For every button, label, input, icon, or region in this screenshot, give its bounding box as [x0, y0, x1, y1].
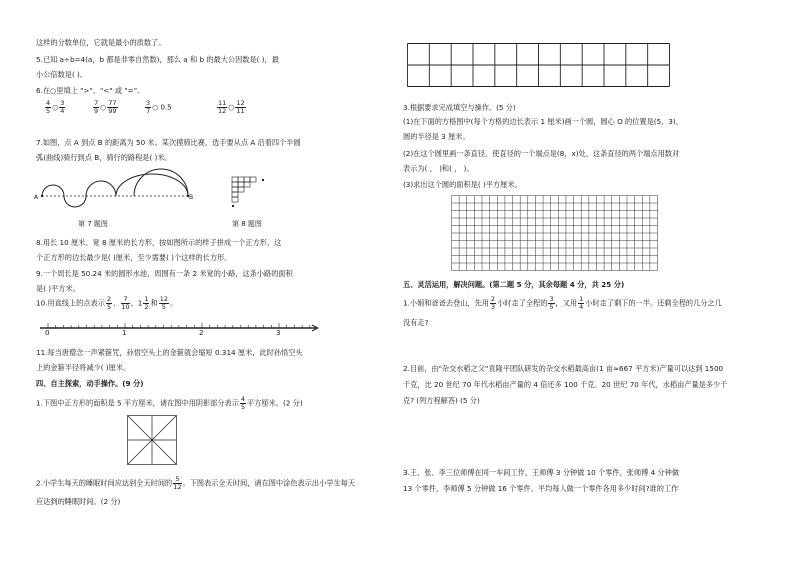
compare-item-2: $\frac{7}{9}$ ○ $\frac{77}{99}$ [94, 99, 117, 115]
question-10: 10.用直线上的点表示 $\frac{2}{5}$ 、 $\frac{7}{10}$ 、1 $\frac{1}{2}$ 和 $\frac{12}{5}$ 。 [36, 295, 178, 311]
coordinate-grid[interactable] [451, 195, 658, 271]
right-q3-part2-line1: (2)在这个圆里画一条直径，使直径的一个端点是(8，x)处，这条直径的两个端点用数对 [403, 149, 680, 158]
question-7-line2: 弧(曲线)骑行到点 B，骑行的路程是( )米。 [36, 153, 172, 162]
problem-2-line3: 克? (列方程解答) (5 分) [403, 396, 480, 405]
problem-3-line1: 3.王、张、李三位师傅在同一车间工作，王师傅 3 分钟做 10 个零件，张师傅 4 分钟做 [403, 468, 680, 477]
tick-label-1: 1 [122, 328, 127, 337]
section-5-heading: 五、灵活运用，解决问题。(第二题 5 分，其余每题 4 分，共 25 分) [403, 280, 625, 289]
figure-7-caption: 第 7 题图 [78, 220, 108, 228]
problem-2-line1: 2.目前，由"杂交水稻之父"袁隆平团队研发的杂交水稻最高亩(1 亩≈667 平方米)产量可以达到 1500 [403, 364, 724, 373]
tick-label-3: 3 [276, 328, 281, 337]
figure-7-semicircles [38, 158, 198, 208]
part-2-line2: 应达到的睡眠时间。(2 分) [36, 497, 121, 506]
problem-1-line1: 1.小娟和爸爸去登山，先用 $\frac{2}{3}$ 小时走了全程的 $\frac{3}{5}$ ，又用 $\frac{1}{4}$ 小时走了剩下的一半。还剩全程的几分之几 [403, 295, 722, 311]
question-11-line2: 上的金箍半径将减少( )厘米。 [36, 363, 131, 372]
question-5-line2: 小公倍数是( )。 [36, 70, 88, 79]
day-time-strip[interactable] [407, 43, 670, 87]
figure-8-caption: 第 8 题图 [232, 220, 262, 228]
right-q3-part3: (3)求出这个圆的面积是( )平方厘米。 [403, 180, 522, 189]
point-b-label: B [189, 194, 194, 201]
compare-item-3: $\frac{3}{7}$ ○ 0.5 [146, 99, 172, 115]
section-4-heading: 四、自主探索，动手操作。(9 分) [36, 379, 144, 388]
question-8-line1: 8.用长 10 厘米、宽 8 厘米的长方形，按如图所示的样子拼成一个正方形，这 [36, 238, 282, 247]
question-8-line2: 个正方形的边长最少是( )厘米，至少需要( )个这样的长方形。 [36, 253, 232, 262]
right-q3-part1-line1: (1)在下面的方格图中(每个方格的边长表示 1 厘米)画一个圆，圆心 O 的位置是(5，3)， [403, 117, 683, 126]
question-11-line1: 11.每当唐僧念一声紧箍咒，孙悟空头上的金箍就会缩短 0.314 厘米，此时孙悟空头 [36, 348, 303, 357]
continued-text: 这样的分数单位，它就是最小的质数了。 [36, 38, 166, 47]
right-question-3: 3.根据要求完成填空与操作。(5 分) [403, 103, 516, 112]
figure-8-rectangles [232, 177, 272, 211]
problem-1-line2: 没有走? [403, 318, 429, 327]
question-5-line1: 5.已知 a÷b=4(a，b 都是非零自然数)，那么 a 和 b 的最大公因数是( )，最 [36, 55, 279, 64]
right-q3-part2-line2: 表示为( ， )和( ， )。 [403, 164, 474, 173]
problem-2-line2: 千克，比 20 世纪 70 年代水稻亩产量的 4 倍还多 100 千克。20 世纪 70 年代，水稻亩产量是多少千 [403, 380, 728, 389]
tick-label-0: 0 [45, 328, 50, 337]
tick-label-2: 2 [199, 328, 204, 337]
question-9-line2: 是( )平方米。 [36, 284, 80, 293]
right-q3-part1-line2: 圆的半径是 3 厘米。 [403, 132, 470, 141]
point-a-label: A [34, 194, 39, 201]
compare-item-4: $\frac{11}{12}$ ○ $\frac{12}{11}$ [218, 99, 245, 115]
problem-3-line2: 13 个零件，李师傅 5 分钟做 16 个零件。平均每人做一个零件各用多少时间?谁的工作 [403, 484, 679, 493]
part-2-line1: 2.小学生每天的睡眠时间应达到全天时间的 $\frac{5}{12}$ 。下图表示全天时间，请在图中涂色表示出小学生每天 [36, 475, 356, 491]
question-7-line1: 7.如图，点 A 到点 B 的距离为 50 米。某次摸骑比赛，选手要从点 A 沿着四个半圆 [36, 138, 301, 147]
question-9-line1: 9.一个周长是 50.24 米的圆形水池，周围有一条 2 米宽的小路，这条小路的面积 [36, 269, 293, 278]
compare-item-1: $\frac{4}{5}$ ○ $\frac{3}{4}$ [46, 99, 65, 115]
question-6: 6.在○里填上 ">"、"<" 或 "="。 [36, 86, 145, 95]
divided-square[interactable] [127, 415, 177, 465]
part-1-text: 1.下图中正方形的面积是 5 平方厘米，请在图中用阴影部分表示 $\frac{4}{5}$ 平方厘米。(2 分) [36, 395, 303, 411]
